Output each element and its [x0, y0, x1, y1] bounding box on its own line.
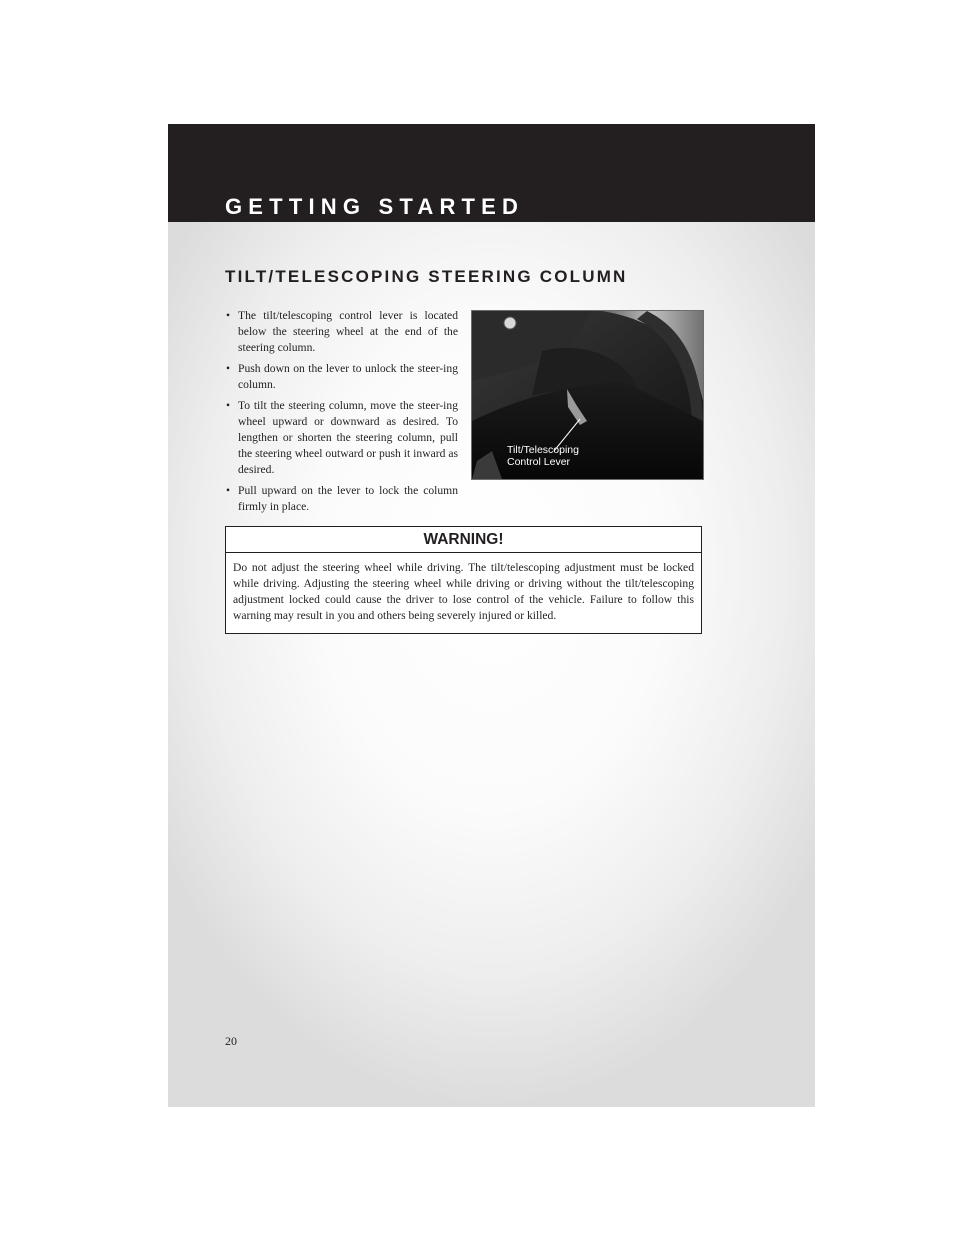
dash-button-icon: [504, 317, 516, 329]
list-item-text: The tilt/telescoping control lever is located below the steering wheel at the end of the steering column.: [238, 309, 458, 354]
list-item: [225, 398, 458, 478]
bullet-marker: •: [226, 399, 231, 412]
topic-title: TILT/TELESCOPING STEERING COLUMN: [225, 267, 628, 286]
warning-box: [225, 526, 702, 634]
bullet-marker: •: [226, 362, 231, 375]
section-header-bar: [168, 124, 815, 222]
manual-page: [168, 124, 815, 1107]
list-item-text: Push down on the lever to unlock the steer-ing column.: [238, 362, 458, 391]
photo-caption-line: Tilt/Telescoping: [507, 444, 579, 456]
list-item: [225, 361, 458, 393]
photo-caption-line: Control Lever: [507, 456, 571, 468]
warning-text: Do not adjust the steering wheel while driving. The tilt/telescoping adjustment must be locked while driving. Adjusting the steering wheel while driving or driving without the tilt/telescoping adjustment locked could cause the driver to lose control of the vehicle. Failure to follow this warning may result in you and others being severely injured or killed.: [233, 561, 694, 622]
instruction-list: [225, 308, 458, 520]
warning-heading: WARNING!: [226, 527, 701, 553]
section-title: GETTING STARTED: [225, 194, 525, 219]
list-item: [225, 308, 458, 356]
steering-column-photo: [471, 310, 704, 480]
list-item: [225, 483, 458, 515]
page-number: 20: [225, 1034, 237, 1048]
list-item-text: To tilt the steering column, move the steer-ing wheel upward or downward as desired. To lengthen or shorten the steering column, pull the steering wheel outward or push it inward as desired.: [238, 399, 458, 476]
list-item-text: Pull upward on the lever to lock the column firmly in place.: [238, 484, 458, 513]
photo-caption: [507, 444, 579, 468]
bullet-marker: •: [226, 484, 231, 497]
bullet-marker: •: [226, 309, 231, 322]
